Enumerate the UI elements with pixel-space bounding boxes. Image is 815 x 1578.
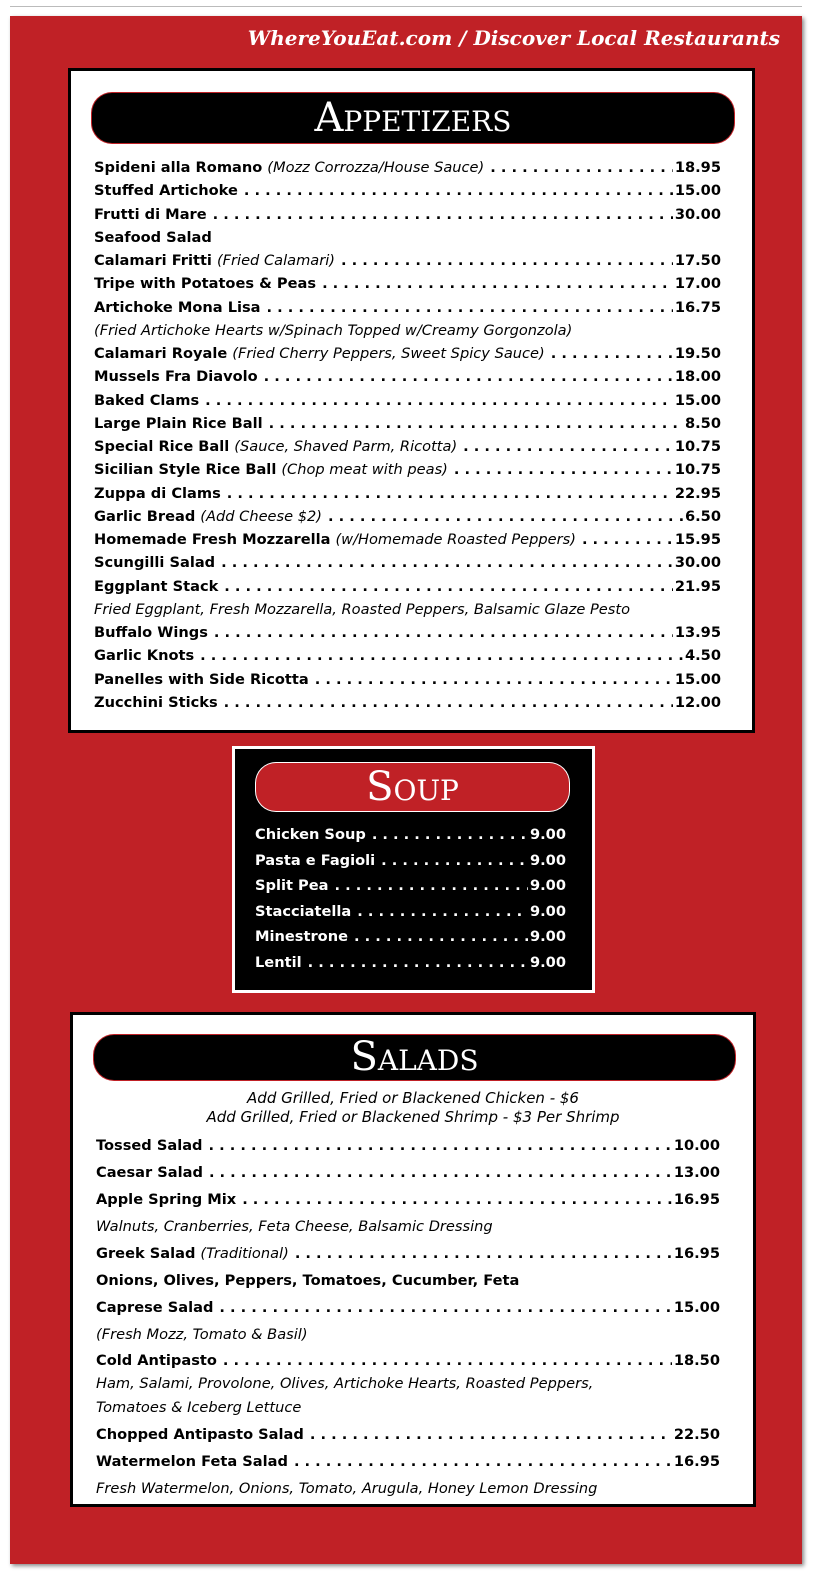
appetizers-list (94, 156, 721, 714)
menu-item (96, 1448, 720, 1475)
item-price: 6.50 (684, 507, 721, 525)
item-price: 22.50 (673, 1426, 720, 1443)
dot-leader (224, 691, 673, 714)
item-name: Split Pea (255, 877, 329, 895)
salads-addon-shrimp: Add Grilled, Fried or Blackened Shrimp - $3 Per Shrimp (206, 1108, 620, 1126)
item-name: Greek Salad (96, 1245, 196, 1262)
item-price: 13.00 (673, 1164, 720, 1181)
item-subline: Seafood Salad (94, 228, 212, 246)
menu-item (255, 873, 566, 899)
item-price: 18.00 (674, 368, 721, 386)
dot-leader (200, 644, 683, 667)
item-name: Zucchini Sticks (94, 693, 218, 711)
menu-item (96, 1421, 720, 1448)
item-name: Spideni alla Romano (94, 159, 263, 176)
menu-item (94, 482, 721, 505)
item-note: (Fried Artichoke Hearts w/Spinach Topped w/Creamy Gorgonzola) (94, 321, 573, 339)
item-price: 9.00 (529, 826, 566, 843)
item-name: Calamari Fritti (94, 252, 212, 269)
item-price: 9.00 (529, 953, 566, 971)
appetizers-title: Appetizers (314, 95, 512, 141)
item-note: Ham, Salami, Provolone, Olives, Artichoke Hearts, Roasted Peppers, (96, 1375, 594, 1392)
menu-item (94, 365, 721, 388)
item-name: Large Plain Rice Ball (94, 414, 263, 432)
dot-leader (223, 1348, 672, 1374)
menu-item (94, 342, 721, 365)
dot-leader (310, 1421, 672, 1448)
item-price: 9.00 (529, 928, 566, 946)
menu-item (94, 203, 721, 226)
item-name: Frutti di Mare (94, 205, 207, 223)
dot-leader (244, 179, 673, 202)
salads-addon-chicken: Add Grilled, Fried or Blackened Chicken - $6 (247, 1089, 579, 1107)
item-price: 15.95 (674, 531, 721, 548)
dot-leader (372, 822, 528, 848)
item-price: 15.00 (674, 182, 721, 200)
item-price: 16.95 (673, 1245, 720, 1262)
item-price: 9.00 (529, 877, 566, 895)
salads-list (96, 1132, 720, 1502)
dot-leader (219, 1294, 671, 1321)
item-name: Lentil (255, 953, 302, 971)
item-price: 15.00 (674, 391, 721, 409)
menu-item (94, 668, 721, 691)
menu-item (94, 528, 721, 551)
item-price: 10.75 (674, 461, 721, 479)
dot-leader (341, 249, 673, 272)
item-subline: Onions, Olives, Peppers, Tomatoes, Cucumber, Feta (96, 1272, 520, 1289)
dot-leader (295, 1240, 672, 1267)
dot-leader (294, 1448, 672, 1475)
item-name: Tossed Salad (96, 1137, 203, 1154)
menu-item (255, 899, 566, 925)
dot-leader (315, 668, 673, 691)
item-price: 18.95 (674, 159, 721, 176)
item-description: (Traditional) (200, 1245, 289, 1262)
item-price: 16.95 (673, 1453, 720, 1470)
item-name: Tripe with Potatoes & Peas (94, 275, 317, 293)
item-name: Special Rice Ball (94, 438, 230, 455)
item-price: 10.00 (673, 1137, 720, 1154)
menu-item (94, 435, 721, 458)
item-name: Watermelon Feta Salad (96, 1453, 288, 1470)
appetizers-section (68, 68, 755, 733)
item-price: 30.00 (674, 554, 721, 572)
item-price: 18.50 (673, 1352, 720, 1369)
item-description: (Add Cheese $2) (200, 507, 323, 525)
menu-item (255, 822, 566, 848)
menu-item (94, 505, 721, 528)
item-description: (Fried Calamari) (216, 252, 335, 269)
menu-item (96, 1159, 720, 1186)
salads-title: Salads (350, 1034, 479, 1080)
dot-leader (308, 950, 528, 976)
dot-leader (242, 1186, 672, 1213)
item-price: 10.75 (674, 438, 721, 455)
item-note: Fresh Watermelon, Onions, Tomato, Arugula, Honey Lemon Dressing (96, 1480, 598, 1497)
item-price: 30.00 (674, 205, 721, 223)
item-note: (Fresh Mozz, Tomato & Basil) (96, 1326, 308, 1343)
soup-section (232, 746, 595, 993)
item-price: 21.95 (674, 577, 721, 595)
menu-item (255, 848, 566, 874)
item-price: 16.95 (673, 1191, 720, 1208)
dot-leader (221, 551, 673, 574)
item-name: Panelles with Side Ricotta (94, 670, 309, 688)
menu-item (96, 1240, 720, 1267)
item-name: Minestrone (255, 928, 348, 946)
item-price: 4.50 (684, 647, 721, 665)
soup-title: Soup (366, 764, 459, 810)
item-name: Cold Antipasto (96, 1352, 217, 1369)
menu-item (96, 1186, 720, 1213)
soup-banner (256, 763, 569, 811)
dot-leader (267, 296, 673, 319)
dot-leader (209, 1159, 672, 1186)
menu-item (94, 691, 721, 714)
item-name: Zuppa di Clams (94, 484, 221, 502)
menu-item (96, 1132, 720, 1159)
item-note: Fried Eggplant, Fresh Mozzarella, Roasted Peppers, Balsamic Glaze Pesto (94, 600, 631, 618)
top-divider (10, 6, 802, 7)
item-price: 22.95 (674, 484, 721, 502)
item-description: (Sauce, Shaved Parm, Ricotta) (234, 438, 458, 455)
item-price: 19.50 (674, 345, 721, 362)
item-name: Caesar Salad (96, 1164, 203, 1181)
item-name: Eggplant Stack (94, 577, 219, 595)
item-name: Chopped Antipasto Salad (96, 1426, 304, 1443)
item-price: 17.00 (674, 275, 721, 293)
menu-item (94, 249, 721, 272)
dot-leader (551, 342, 673, 365)
item-name: Stacciatella (255, 902, 352, 920)
item-name: Mussels Fra Diavolo (94, 368, 258, 386)
item-name: Scungilli Salad (94, 554, 216, 572)
item-price: 12.00 (674, 693, 721, 711)
dot-leader (354, 924, 528, 950)
dot-leader (209, 1132, 672, 1159)
dot-leader (582, 528, 673, 551)
dot-leader (264, 365, 673, 388)
salads-section (70, 1012, 756, 1507)
item-description: (Mozz Corrozza/House Sauce) (267, 159, 485, 176)
item-description: (Fried Cherry Peppers, Sweet Spicy Sauce) (232, 345, 545, 362)
dot-leader (357, 899, 528, 925)
menu-item (94, 621, 721, 644)
item-name: Garlic Knots (94, 647, 195, 665)
menu-item (94, 156, 721, 179)
item-name: Calamari Royale (94, 345, 228, 362)
dot-leader (334, 873, 528, 899)
item-name: Artichoke Mona Lisa (94, 298, 261, 316)
item-name: Chicken Soup (255, 826, 366, 843)
menu-item (94, 458, 721, 481)
dot-leader (205, 389, 673, 412)
dot-leader (227, 482, 673, 505)
site-title: WhereYouEat.com / Discover Local Restaurants (247, 26, 780, 50)
item-note: Walnuts, Cranberries, Feta Cheese, Balsamic Dressing (96, 1218, 493, 1235)
menu-item (94, 272, 721, 295)
item-price: 13.95 (674, 624, 721, 641)
dot-leader (463, 435, 673, 458)
item-description: (w/Homemade Roasted Peppers) (335, 531, 576, 548)
menu-item (94, 412, 721, 435)
dot-leader (214, 621, 673, 644)
soup-list (255, 822, 566, 976)
menu-item (94, 551, 721, 574)
item-name: Stuffed Artichoke (94, 182, 238, 200)
menu-item (94, 575, 721, 598)
dot-leader (328, 505, 683, 528)
dot-leader (224, 575, 673, 598)
menu-item (94, 644, 721, 667)
dot-leader (490, 156, 673, 179)
dot-leader (381, 848, 528, 874)
menu-item (255, 924, 566, 950)
item-note: Tomatoes & Iceberg Lettuce (96, 1399, 302, 1416)
item-price: 9.00 (529, 902, 566, 920)
item-description: (Chop meat with peas) (281, 461, 448, 479)
menu-item (94, 296, 721, 319)
dot-leader (213, 203, 673, 226)
item-price: 16.75 (674, 298, 721, 316)
item-name: Homemade Fresh Mozzarella (94, 531, 331, 548)
item-name: Apple Spring Mix (96, 1191, 237, 1208)
menu-item (96, 1294, 720, 1321)
appetizers-banner (92, 93, 734, 143)
item-price: 9.00 (529, 851, 566, 869)
item-name: Garlic Bread (94, 507, 196, 525)
menu-item (96, 1348, 720, 1374)
item-price: 15.00 (674, 670, 721, 688)
item-name: Sicilian Style Rice Ball (94, 461, 277, 479)
item-name: Pasta e Fagioli (255, 851, 376, 869)
item-price: 15.00 (673, 1299, 720, 1316)
item-price: 8.50 (684, 414, 721, 432)
item-name: Buffalo Wings (94, 624, 208, 641)
menu-item (94, 389, 721, 412)
menu-item (94, 179, 721, 202)
menu-item (255, 950, 566, 976)
item-name: Caprese Salad (96, 1299, 214, 1316)
dot-leader (269, 412, 683, 435)
dot-leader (322, 272, 673, 295)
salads-banner (94, 1035, 735, 1080)
dot-leader (454, 458, 673, 481)
item-name: Baked Clams (94, 391, 200, 409)
item-price: 17.50 (674, 252, 721, 269)
